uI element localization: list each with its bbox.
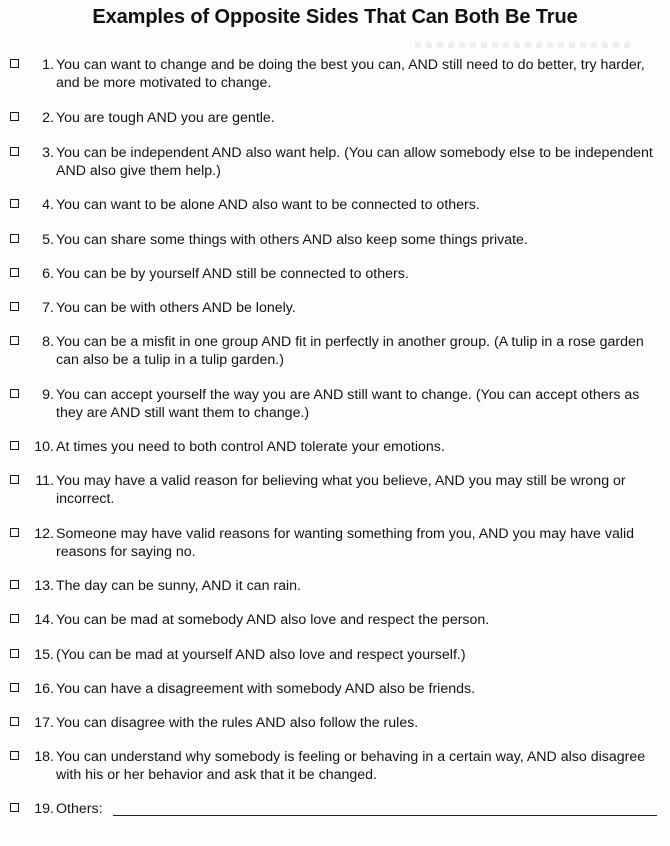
- item-number: 1.: [42, 57, 54, 73]
- item-text: You can disagree with the rules AND also follow the rules.: [56, 715, 419, 731]
- checkbox[interactable]: [10, 683, 19, 692]
- checkbox[interactable]: [10, 751, 19, 760]
- checkbox[interactable]: [10, 717, 19, 726]
- checkbox[interactable]: [10, 614, 19, 623]
- item-number: 6.: [42, 266, 54, 282]
- item-text: You can have a disagreement with somebody AND also be friends.: [56, 681, 476, 697]
- checkbox[interactable]: [10, 147, 19, 156]
- checkbox[interactable]: [10, 803, 19, 812]
- checkbox[interactable]: [10, 234, 19, 243]
- checkbox[interactable]: [10, 475, 19, 484]
- item-text: You are tough AND you are gentle.: [56, 110, 275, 126]
- item-text: You can share some things with others AND also keep some things private.: [56, 232, 528, 248]
- bleed-through-smudge: [415, 42, 635, 48]
- item-text: Someone may have valid reasons for wanting something from you, AND you may have valid reasons for saying no.: [56, 526, 635, 560]
- item-text: You can accept yourself the way you are AND still want to change. (You can accept others as they are AND still want them to change.): [56, 387, 640, 421]
- others-write-in-line[interactable]: [113, 815, 657, 816]
- item-number: 13.: [34, 578, 54, 594]
- checkbox[interactable]: [10, 441, 19, 450]
- item-number: 8.: [42, 334, 54, 350]
- item-number: 14.: [34, 612, 54, 628]
- item-text: You can want to be alone AND also want to be connected to others.: [56, 197, 480, 213]
- item-number: 11.: [35, 473, 54, 489]
- item-number: 19.: [34, 801, 54, 817]
- item-number: 5.: [42, 232, 54, 248]
- item-number: 18.: [34, 749, 54, 765]
- item-number: 7.: [42, 300, 54, 316]
- item-number: 3.: [42, 145, 54, 161]
- checkbox[interactable]: [10, 302, 19, 311]
- checkbox[interactable]: [10, 389, 19, 398]
- checkbox[interactable]: [10, 59, 19, 68]
- item-text: At times you need to both control AND tolerate your emotions.: [56, 439, 445, 455]
- item-text: You can understand why somebody is feeling or behaving in a certain way, AND also disagree with his or her behavior and ask that it be changed.: [56, 749, 646, 783]
- page-title: Examples of Opposite Sides That Can Both Be True: [92, 6, 578, 28]
- item-text: (You can be mad at yourself AND also love and respect yourself.): [56, 647, 466, 663]
- checkbox[interactable]: [10, 528, 19, 537]
- item-number: 9.: [42, 387, 54, 403]
- item-number: 16.: [34, 681, 54, 697]
- item-number: 12.: [34, 526, 54, 542]
- item-number: 2.: [42, 110, 54, 126]
- item-text: You can be by yourself AND still be connected to others.: [56, 266, 409, 282]
- item-text: You can be a misfit in one group AND fit in perfectly in another group. (A tulip in a rose garden can also be a tulip in a tulip garden.): [56, 334, 644, 368]
- item-text: You can want to change and be doing the best you can, AND still need to do better, try harder, and be more motivated to change.: [56, 57, 645, 91]
- item-number: 15.: [34, 647, 54, 663]
- others-label: Others:: [56, 801, 103, 817]
- item-text: You may have a valid reason for believing what you believe, AND you may still be wrong or incorrect.: [56, 473, 626, 507]
- checkbox[interactable]: [10, 649, 19, 658]
- item-text: The day can be sunny, AND it can rain.: [56, 578, 301, 594]
- checkbox[interactable]: [10, 336, 19, 345]
- checkbox[interactable]: [10, 580, 19, 589]
- item-number: 17.: [34, 715, 54, 731]
- item-number: 10.: [34, 439, 54, 455]
- item-text: You can be with others AND be lonely.: [56, 300, 296, 316]
- item-text: You can be mad at somebody AND also love and respect the person.: [56, 612, 490, 628]
- checkbox[interactable]: [10, 112, 19, 121]
- item-number: 4.: [42, 197, 54, 213]
- checkbox[interactable]: [10, 268, 19, 277]
- item-text: You can be independent AND also want help. (You can allow somebody else to be independent AND also give them help.): [56, 145, 653, 179]
- checkbox[interactable]: [10, 199, 19, 208]
